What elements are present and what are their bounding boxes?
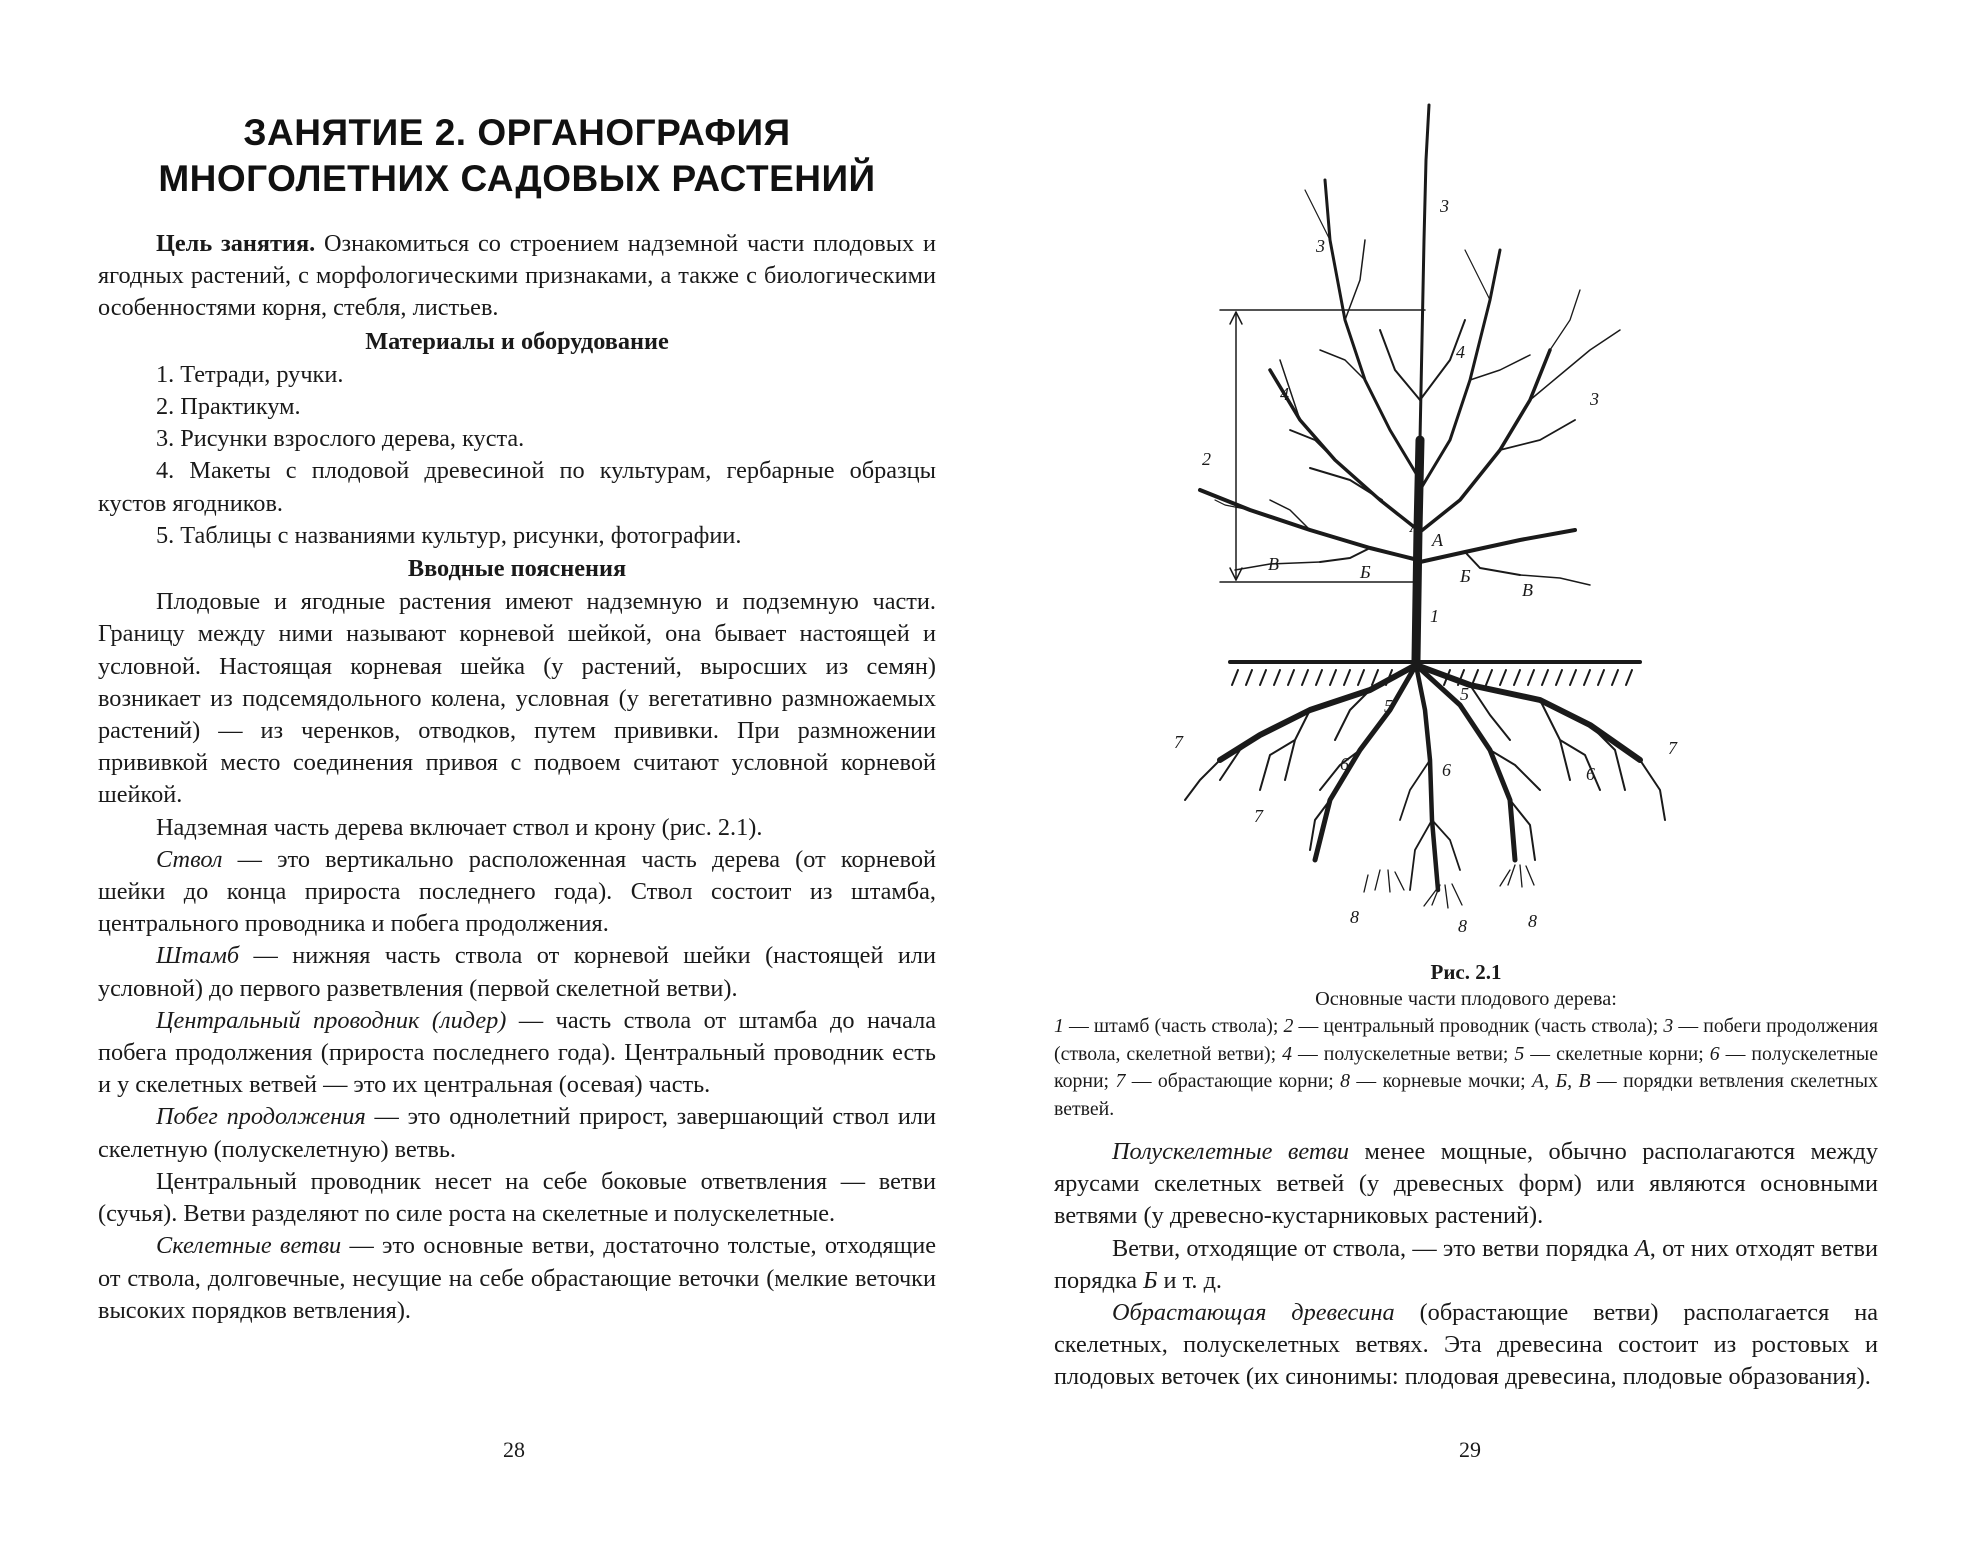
- page-number-left: 28: [503, 1437, 525, 1462]
- paragraph-obrast: [1054, 1297, 1878, 1394]
- figure-label-6: 6: [1442, 760, 1451, 780]
- figure-label-1: 1: [1430, 606, 1439, 626]
- legend-number: 7: [1115, 1070, 1126, 1092]
- materials-item: 5. Таблицы с названиями культур, рисунки, фотографии.: [156, 521, 742, 549]
- branch-order-B: Б: [1143, 1266, 1158, 1294]
- materials-item: 3. Рисунки взрослого дерева, куста.: [156, 425, 525, 453]
- legend-text: — штамб (часть ствола);: [1063, 1015, 1284, 1037]
- branch-order-text: и т. д.: [1157, 1266, 1223, 1294]
- legend-text: — центральный проводник (часть ствола);: [1293, 1015, 1664, 1037]
- legend-text: — обрастающие корни;: [1125, 1070, 1341, 1092]
- paragraph-skelet: [98, 1230, 936, 1327]
- materials-item: 1. Тетради, ручки.: [156, 360, 344, 388]
- pobeg-definition: — это однолетний прирост, завершающий ствол или скелетную (полускелетную) ветвь.: [98, 1103, 936, 1163]
- right-page: [984, 0, 1968, 1544]
- figure-label-7: 7: [1668, 738, 1677, 758]
- legend-text: — порядки ветвления скелетных ветвей.: [1054, 1070, 1878, 1120]
- goal-text: Ознакомиться со строением надземной части плодовых и ягодных растений, с морфологическими признаками, а также с биологическими особенностями корня, стебля, листьев.: [98, 230, 937, 322]
- obrast-definition: (обрастающие ветви) располагается на скелетных, полускелетных ветвях. Эта древесина состоит из ростовых и плодовых веточек (их синонимы: плодовая древесина, плодовые образования).: [1054, 1299, 1878, 1391]
- materials-item: [98, 455, 936, 519]
- term-obrast: Обрастающая древесина: [1112, 1299, 1395, 1327]
- skelet-definition: — это основные ветви, достаточно толстые, отходящие от ствола, долговечные, несущие на себе обрастающие веточки (мелкие веточки высоких порядков ветвления).: [98, 1232, 936, 1324]
- paragraph-branches: Центральный проводник несет на себе боковые ответвления — ветви (сучья). Ветви разделяют по силе роста на скелетные и полускелетные.: [98, 1167, 936, 1228]
- branch-right-lower: [1420, 530, 1575, 562]
- page-number-right: 29: [1459, 1437, 1481, 1462]
- lesson-title-line-2: МНОГОЛЕТНИХ САДОВЫХ РАСТЕНИЙ: [158, 158, 876, 199]
- paragraph-root-collar: Плодовые и ягодные растения имеют надземную и подземную части. Границу между ними называют корневой шейкой, она бывает настоящей и условной. Настоящая корневая шейка (у растений, выросших из семян) возникает из подсемядольного колена, условная (у вегетативно размножаемых растений) — из черенков, отводков, путем прививки. При размножении прививкой место соединения привоя с подвоем считают условной корневой шейкой.: [98, 588, 936, 809]
- legend-letters: А, Б, В: [1532, 1070, 1591, 1092]
- figure-label-2: 2: [1202, 449, 1211, 469]
- root-tuft-right: [1500, 865, 1534, 887]
- lesson-title: [98, 110, 936, 202]
- legend-number: 4: [1282, 1042, 1292, 1065]
- branch-right-mid: [1420, 350, 1550, 532]
- materials-item: 2. Практикум.: [156, 393, 301, 421]
- figure-label-4: 4: [1456, 342, 1465, 362]
- figure-caption: [1054, 958, 1878, 1123]
- figure-number: Рис. 2.1: [1430, 960, 1502, 984]
- legend-text: — полускелетные корни;: [1054, 1042, 1878, 1092]
- figure-title: Основные части плодового дерева:: [1315, 988, 1617, 1010]
- term-stvol: Ствол: [156, 845, 223, 873]
- figure-label-B: Б: [1460, 566, 1471, 586]
- paragraph-poluskelet: [1054, 1136, 1878, 1233]
- branch-left-mid: [1270, 370, 1418, 530]
- root-right-main: [1416, 665, 1640, 760]
- legend-text: — побеги продолжения (ствола, скелетной ветви);: [1054, 1015, 1878, 1065]
- stvol-definition: — это вертикально расположенная часть дерева (от корневой шейки до конца прироста последнего года). Ствол состоит из штамба, центрального проводника и побега продолжения.: [98, 845, 936, 938]
- intro-heading: Вводные пояснения: [407, 555, 627, 583]
- paragraph-lider: [98, 1005, 936, 1102]
- lider-definition: — часть ствола от штамба до начала побега продолжения (прироста последнего года). Центральный проводник есть и у скелетных ветвей — это их центральная (осевая) часть.: [98, 1006, 936, 1099]
- poluskelet-definition: менее мощные, обычно располагаются между ярусами скелетных ветвей (у древесных форм) или являются основными ветвями (у древесно-кустарниковых растений).: [1054, 1138, 1879, 1230]
- figure-label-3: 3: [1316, 236, 1325, 256]
- legend-number: 1: [1054, 1015, 1064, 1037]
- shtamb-definition: — нижняя часть ствола от корневой шейки (настоящей или условной) до первого разветвления (первой скелетной ветви).: [98, 942, 936, 1002]
- legend-text: — корневые мочки;: [1350, 1070, 1533, 1092]
- branch-order-A: А: [1634, 1234, 1650, 1262]
- term-shtamb: Штамб: [156, 942, 240, 970]
- legend-number: 2: [1283, 1015, 1294, 1037]
- term-lider: Центральный проводник (лидер): [156, 1006, 507, 1034]
- lesson-title-line-1: ЗАНЯТИЕ 2. ОРГАНОГРАФИЯ: [243, 112, 791, 153]
- legend-number: 5: [1514, 1042, 1525, 1065]
- tree-diagram: [1120, 100, 1680, 960]
- legend-number: 6: [1709, 1042, 1720, 1065]
- figure-label-5: 5: [1460, 684, 1469, 704]
- paragraph-above-ground: Надземная часть дерева включает ствол и крону (рис. 2.1).: [156, 813, 763, 841]
- legend-number: 8: [1340, 1070, 1351, 1092]
- branch-left-lower: [1200, 490, 1418, 560]
- right-text-column: [1054, 1136, 1878, 1394]
- left-text-column: [98, 110, 936, 1327]
- figure-label-B: Б: [1360, 562, 1371, 582]
- term-skelet: Скелетные ветви: [156, 1232, 342, 1260]
- figure-label-8: 8: [1528, 911, 1537, 931]
- figure-label-5: 5: [1384, 696, 1393, 716]
- tree-figure: [1120, 100, 1680, 960]
- figure-label-4: 4: [1280, 384, 1289, 404]
- figure-label-8: 8: [1458, 916, 1467, 936]
- root-tuft-left: [1364, 870, 1404, 892]
- paragraph-shtamb: [98, 940, 936, 1004]
- figure-label-7: 7: [1254, 806, 1263, 826]
- branch-left-upper: [1325, 180, 1420, 480]
- materials-item-text: 4. Макеты с плодовой древесиной по культурам, гербарные образцы кустов ягодников.: [98, 457, 936, 517]
- figure-label-6: 6: [1586, 764, 1595, 784]
- branch-right-upper: [1420, 250, 1500, 490]
- legend-number: 3: [1663, 1015, 1674, 1037]
- figure-label-3: 3: [1440, 196, 1449, 216]
- branch-order-text: , от них отходят ветви порядка: [1054, 1234, 1878, 1294]
- figure-label-A: А: [1432, 530, 1443, 550]
- legend-text: — полускелетные ветви;: [1292, 1042, 1515, 1065]
- figure-label-3: 3: [1590, 389, 1599, 409]
- root-tuft-mid: [1424, 884, 1462, 908]
- paragraph-stvol: [98, 844, 936, 941]
- materials-heading: Материалы и оборудование: [365, 327, 669, 355]
- branch-order-text: Ветви, отходящие от ствола, — это ветви порядка: [1112, 1234, 1635, 1262]
- legend-text: — скелетные корни;: [1524, 1042, 1710, 1065]
- figure-label-V: В: [1522, 580, 1533, 600]
- figure-label-8: 8: [1350, 907, 1359, 927]
- figure-label-V: В: [1268, 554, 1279, 574]
- figure-legend: [1054, 1013, 1878, 1123]
- term-pobeg: Побег продолжения: [156, 1103, 366, 1131]
- figure-label-A: А: [1410, 516, 1421, 536]
- goal-label: Цель занятия.: [156, 230, 316, 257]
- goal-paragraph: [98, 228, 936, 325]
- figure-label-7: 7: [1174, 732, 1183, 752]
- term-poluskelet: Полускелетные ветви: [1112, 1138, 1350, 1165]
- figure-label-6: 6: [1340, 754, 1349, 774]
- paragraph-branch-order: [1054, 1233, 1878, 1297]
- paragraph-pobeg: [98, 1101, 936, 1165]
